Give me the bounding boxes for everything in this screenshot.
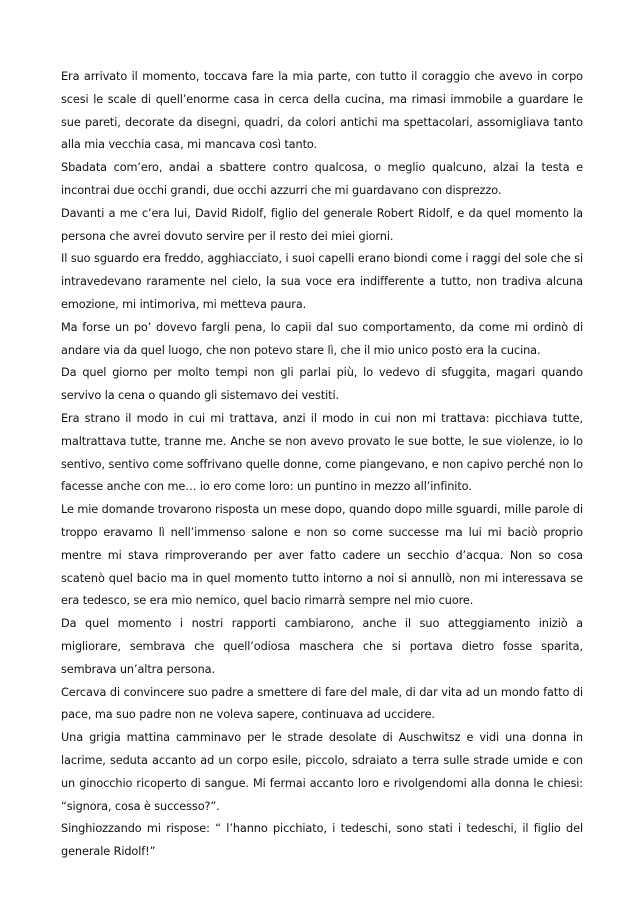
paragraph-1: Era arrivato il momento, toccava fare la mia parte, con tutto il coraggio che avevo in corpo scesi le scale di quell’enorme casa in cerca della cucina, ma rimasi immobile a guardare le sue pareti, decorate da disegni, quadri, da colori antichi ma spettacolari, assomigliava tanto alla mia vecchia casa, mi mancava così tanto. <box>61 70 583 152</box>
paragraph-3: Davanti a me c’era lui, David Ridolf, figlio del generale Robert Ridolf, e da quel momento la persona che avrei dovuto servire per il resto dei miei giorni. <box>61 206 583 243</box>
paragraph-6: Da quel giorno per molto tempi non gli parlai più, lo vedevo di sfuggita, magari quando servivo la cena o quando gli sistemavo dei vestiti. <box>61 366 583 403</box>
paragraph-4: Il suo sguardo era freddo, agghiacciato, i suoi capelli erano biondi come i raggi del sole che si intravedevano raramente nel cielo, la sua voce era indifferente a tutto, non tradiva alcuna emozione, mi intimoriva, mi metteva paura. <box>61 252 583 311</box>
document-page <box>61 66 583 864</box>
paragraph-11: Una grigia mattina camminavo per le strade desolate di Auschwitsz e vidi una donna in lacrime, seduta accanto ad un corpo esile, piccolo, sdraiato a terra sulle strade umide e con un ginocchio ricoperto di sangue. Mi fermai accanto loro e rivolgendomi alla donna le chiesi: “signora, cosa è successo?”. <box>61 731 583 813</box>
paragraph-2: Sbadata com’ero, andai a sbattere contro qualcosa, o meglio qualcuno, alzai la testa e incontrai due occhi grandi, due occhi azzurri che mi guardavano con disprezzo. <box>61 161 583 197</box>
paragraph-7: Era strano il modo in cui mi trattava, anzi il modo in cui non mi trattava: picchiava tutte, maltrattava tutte, tranne me. Anche se non avevo provato le sue botte, le sue violenze, io lo sentivo, sentivo come soffrivano quelle donne, come piangevano, e non capivo perché non lo facesse anche con me… io ero come loro: un puntino in mezzo all’infinito. <box>61 411 583 494</box>
paragraph-12: Singhiozzando mi rispose: “ l’hanno picchiato, i tedeschi, sono stati i tedeschi, il figlio del generale Ridolf!” <box>61 822 583 859</box>
paragraph-9: Da quel momento i nostri rapporti cambiarono, anche il suo atteggiamento iniziò a migliorare, sembrava che quell’odiosa maschera che si portava dietro fosse sparita, sembrava un’altra persona. <box>61 617 583 676</box>
paragraph-10: Cercava di convincere suo padre a smettere di fare del male, di dar vita ad un mondo fatto di pace, ma suo padre non ne voleva sapere, continuava ad uccidere. <box>61 685 583 722</box>
paragraph-8: Le mie domande trovarono risposta un mese dopo, quando dopo mille sguardi, mille parole di troppo eravamo lì nell’immenso salone e non so come successe ma lui mi baciò proprio mentre mi stava rimproverando per aver fatto cadere un secchio d’acqua. Non so cosa scatenò quel bacio ma in quel momento tutto intorno a noi si annullò, non mi interessava se era tedesco, se era mio nemico, quel bacio rimarrà sempre nel mio cuore. <box>61 503 583 608</box>
paragraph-5: Ma forse un po’ dovevo fargli pena, lo capii dal suo comportamento, da come mi ordinò di andare via da quel luogo, che non potevo stare lì, che il mio unico posto era la cucina. <box>61 320 583 357</box>
